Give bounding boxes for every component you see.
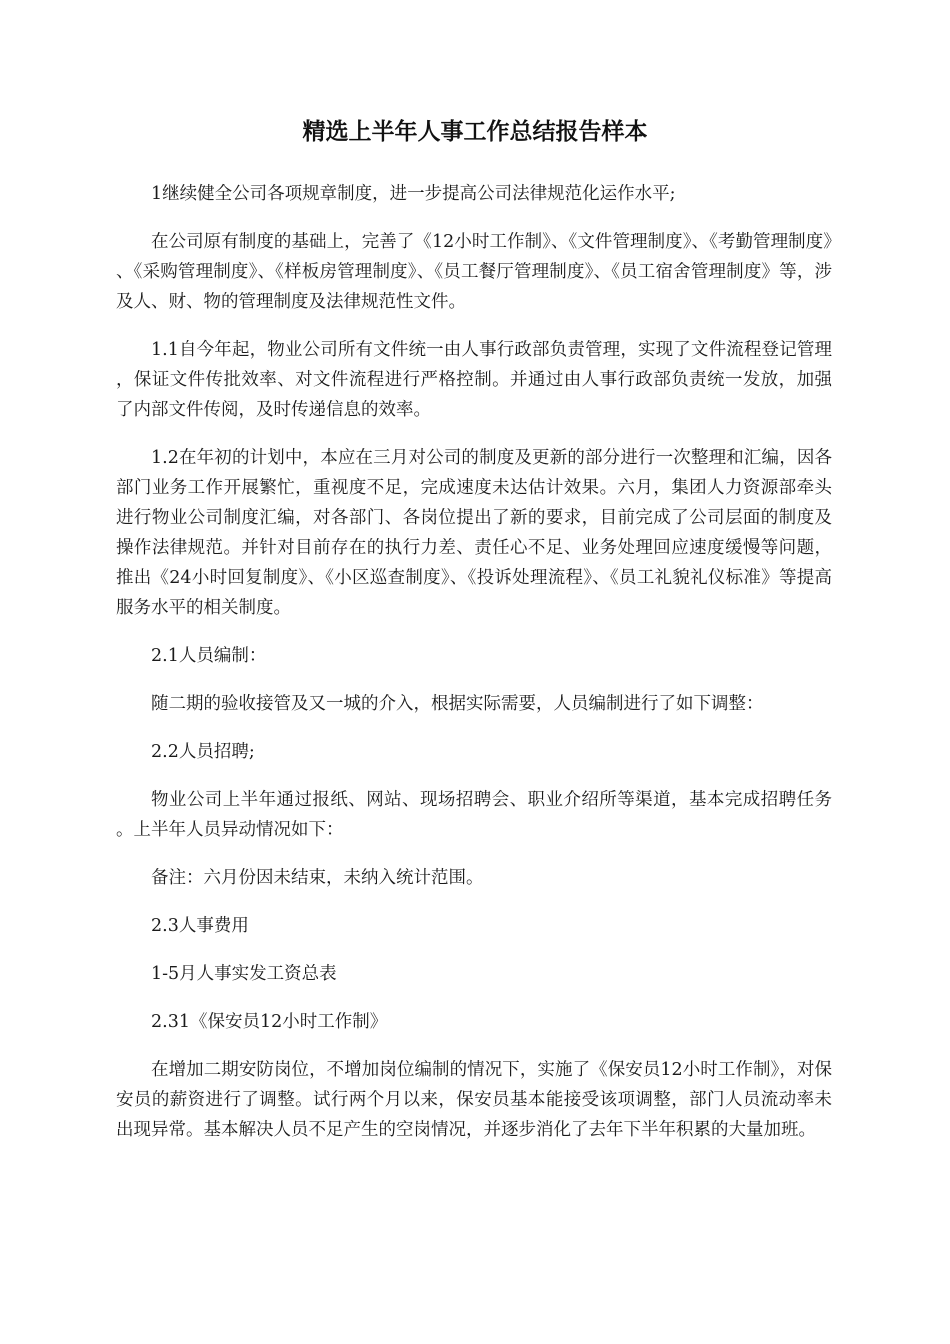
paragraph-rules-intro: 1继续健全公司各项规章制度，进一步提高公司法律规范化运作水平;: [151, 184, 676, 204]
paragraph-policies: 在公司原有制度的基础上，完善了《12小时工作制》、《文件管理制度》、《考勤管理制度》、《采购管理制度》、《样板房管理制度》、《员工餐厅管理制度》、《员工宿舍管理制度》等，涉及人、财、物的管理制度及法律规范性文件。: [116, 232, 832, 312]
paragraph-2-3-heading: 2.3人事费用: [151, 916, 249, 936]
paragraph-2-2-heading: 2.2人员招聘;: [151, 742, 255, 762]
paragraph-staffing: 随二期的验收接管及又一城的介入，根据实际需要，人员编制进行了如下调整：: [151, 694, 764, 714]
document-body: [116, 179, 832, 1163]
paragraph-note: 备注：六月份因未结束，未纳入统计范围。: [151, 868, 484, 888]
paragraph-1-1: 1.1自今年起，物业公司所有文件统一由人事行政部负责管理，实现了文件流程登记管理，保证文件传批效率、对文件流程进行严格控制。并通过由人事行政部负责统一发放，加强了内部文件传阅，及时传递信息的效率。: [116, 340, 832, 420]
paragraph-2-31-heading: 2.31《保安员12小时工作制》: [151, 1012, 388, 1032]
paragraph-security-shift: 在增加二期安防岗位，不增加岗位编制的情况下，实施了《保安员12小时工作制》，对保安员的薪资进行了调整。试行两个月以来，保安员基本能接受该项调整，部门人员流动率未出现异常。基本解决人员不足产生的空岗情况，并逐步消化了去年下半年积累的大量加班。: [116, 1060, 832, 1140]
paragraph-2-1-heading: 2.1人员编制：: [151, 646, 267, 666]
paragraph-1-2: 1.2在年初的计划中，本应在三月对公司的制度及更新的部分进行一次整理和汇编，因各部门业务工作开展繁忙，重视度不足，完成速度未达估计效果。六月，集团人力资源部牵头进行物业公司制度汇编，对各部门、各岗位提出了新的要求，目前完成了公司层面的制度及操作法律规范。并针对目前存在的执行力差、责任心不足、业务处理回应速度缓慢等问题，推出《24小时回复制度》、《小区巡查制度》、《投诉处理流程》、《员工礼貌礼仪标准》等提高服务水平的相关制度。: [116, 448, 832, 618]
paragraph-salary-table: 1-5月人事实发工资总表: [151, 964, 337, 984]
document-title: 精选上半年人事工作总结报告样本: [302, 118, 648, 145]
paragraph-recruitment: 物业公司上半年通过报纸、网站、现场招聘会、职业介绍所等渠道，基本完成招聘任务。上半年人员异动情况如下：: [116, 790, 832, 840]
